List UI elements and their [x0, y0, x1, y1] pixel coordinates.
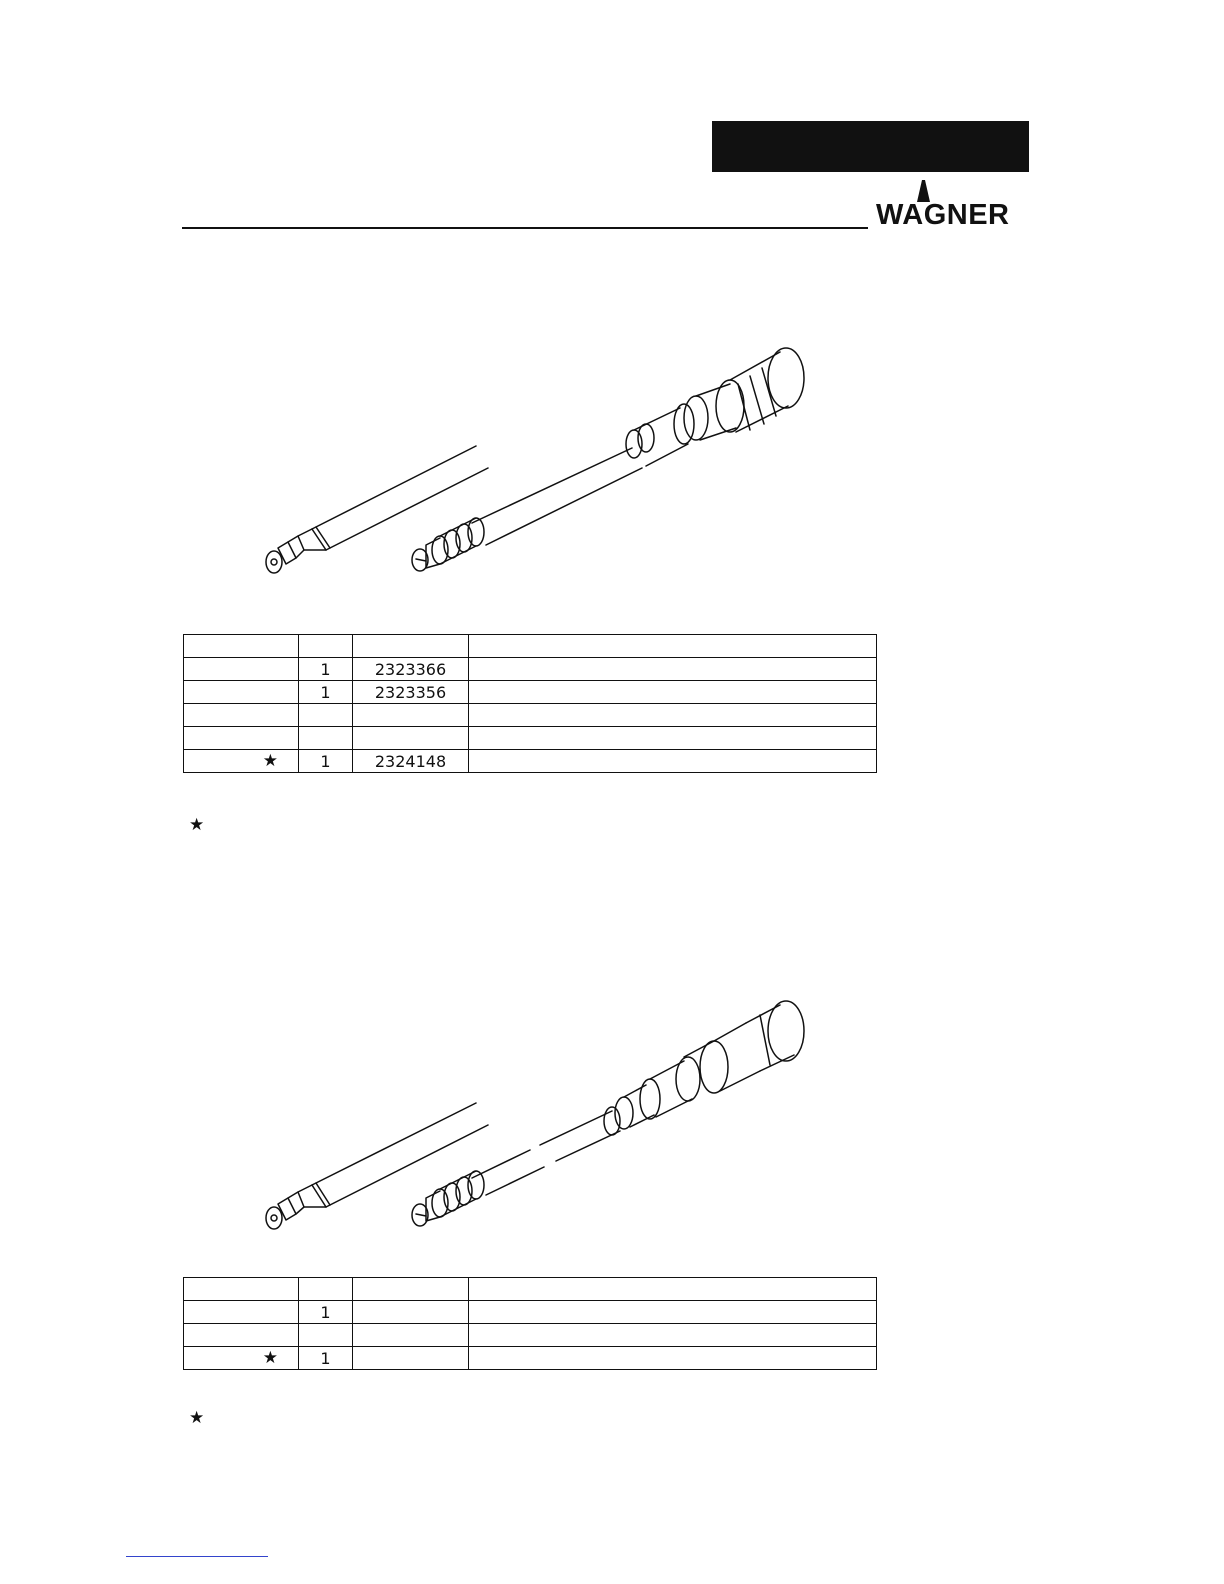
table-row: 1 — [184, 1301, 877, 1324]
table-row: 1 2323356 — [184, 681, 877, 704]
star-icon: ★ — [189, 1408, 205, 1428]
logo-wordmark: WAGNER — [876, 199, 1010, 231]
table-row: 1 2323366 — [184, 658, 877, 681]
table-row — [184, 635, 877, 658]
table-row — [184, 727, 877, 750]
star-icon: ★ — [189, 815, 205, 835]
table-row — [184, 1278, 877, 1301]
extension-drawing-2 — [240, 995, 830, 1245]
header-rule — [182, 227, 868, 229]
extension-drawing-1 — [240, 340, 830, 590]
footer-link-underline[interactable] — [126, 1556, 268, 1557]
table-row: ★ 1 2324148 — [184, 750, 877, 773]
star-icon: ★ — [184, 750, 299, 773]
star-icon: ★ — [184, 1347, 299, 1370]
table-row: ★ 1 — [184, 1347, 877, 1370]
table-row — [184, 1324, 877, 1347]
brand-logo — [876, 180, 1031, 232]
table-row — [184, 704, 877, 727]
parts-table-1 — [183, 634, 877, 773]
header-title-bar — [712, 121, 1029, 172]
parts-table-2 — [183, 1277, 877, 1370]
